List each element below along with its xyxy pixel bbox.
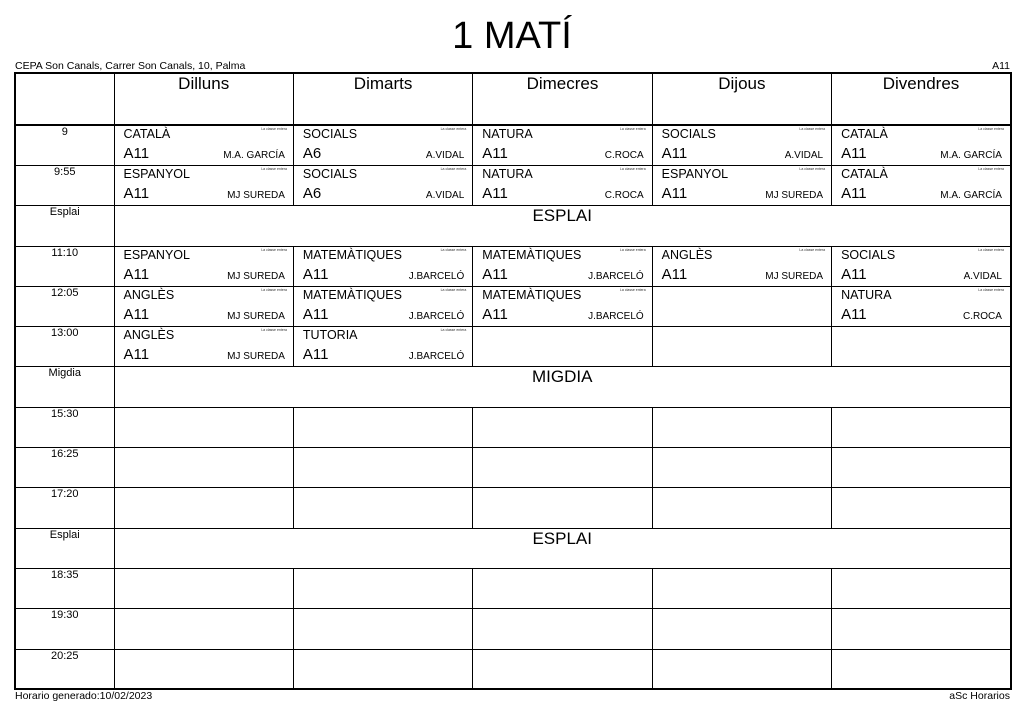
empty-cell: [652, 448, 831, 488]
lesson-cell: [652, 166, 831, 206]
time-label: Esplai: [15, 206, 114, 246]
software-credit: aSc Horarios: [949, 690, 1010, 702]
day-header: Dimarts: [293, 73, 472, 125]
room-code: A11: [123, 145, 150, 162]
teacher-name: J.BARCELÓ: [588, 270, 644, 282]
group-note: La classe entera: [619, 247, 646, 252]
teacher-name: MJ SUREDA: [227, 351, 285, 363]
time-label: 20:25: [15, 649, 114, 689]
subject-name: SOCIALS: [841, 247, 896, 262]
empty-cell: [832, 609, 1011, 649]
room-code: A11: [841, 185, 867, 202]
room-code: A11: [661, 265, 688, 283]
teacher-name: M.A. GARCÍA: [940, 190, 1002, 201]
time-slot-row: [15, 206, 1011, 246]
room-code: A11: [302, 305, 329, 323]
time-label: 11:10: [15, 246, 114, 286]
empty-cell: [293, 568, 472, 608]
lesson-cell: [293, 286, 472, 326]
room-code: A11: [123, 346, 150, 364]
group-note: La classe entera: [619, 287, 646, 292]
lesson-cell: [114, 286, 293, 326]
group-note: La classe entera: [440, 287, 467, 292]
group-note: La classe entera: [261, 167, 287, 171]
timetable-grid: [14, 72, 1012, 690]
group-note: La classe entera: [978, 287, 1004, 292]
time-slot-row: [15, 286, 1011, 326]
time-label: Migdia: [15, 367, 114, 407]
break-band: ESPLAI: [114, 528, 1011, 568]
time-label: 16:25: [15, 448, 114, 488]
empty-cell: [652, 649, 831, 689]
empty-cell: [473, 448, 652, 488]
teacher-name: J.BARCELÓ: [588, 310, 644, 322]
empty-cell: [473, 649, 652, 689]
subject-name: ANGLÈS: [123, 287, 175, 302]
empty-cell: [832, 407, 1011, 447]
time-label: 12:05: [15, 286, 114, 326]
teacher-name: MJ SUREDA: [227, 270, 285, 282]
group-note: La classe entera: [619, 127, 646, 131]
room-code: A11: [841, 305, 867, 323]
lesson-cell: [473, 286, 652, 326]
room-code: A11: [841, 145, 867, 162]
teacher-name: MJ SUREDA: [227, 190, 285, 201]
room-code: A11: [482, 265, 508, 283]
day-header-row: [15, 73, 1011, 125]
room-code: A11: [661, 185, 688, 202]
time-slot-row: [15, 367, 1011, 407]
subject-name: CATALÀ: [123, 127, 171, 141]
lesson-cell: [832, 125, 1011, 166]
group-note: La classe entera: [978, 167, 1004, 171]
empty-cell: [473, 609, 652, 649]
room-code: A11: [302, 346, 329, 364]
empty-cell: [114, 448, 293, 488]
empty-cell: [114, 568, 293, 608]
break-band: MIGDIA: [114, 367, 1011, 407]
subject-name: MATEMÀTIQUES: [482, 287, 582, 302]
break-band: ESPLAI: [114, 206, 1011, 246]
empty-cell: [832, 649, 1011, 689]
time-slot-row: [15, 448, 1011, 488]
empty-cell: [652, 407, 831, 447]
time-label: 9:55: [15, 166, 114, 206]
timetable-title: 1 MATÍ: [452, 15, 572, 57]
empty-cell: [473, 327, 652, 367]
teacher-name: A.VIDAL: [425, 150, 465, 161]
group-note: La classe entera: [440, 328, 467, 333]
corner-cell: [15, 73, 114, 125]
time-slot-row: [15, 649, 1011, 689]
lesson-cell: [473, 166, 652, 206]
subject-name: CATALÀ: [841, 167, 888, 181]
empty-cell: [473, 568, 652, 608]
empty-cell: [114, 407, 293, 447]
empty-cell: [473, 488, 652, 528]
lesson-cell: [473, 246, 652, 286]
group-note: La classe entera: [799, 247, 826, 252]
teacher-name: M.A. GARCÍA: [223, 150, 285, 161]
time-label: 13:00: [15, 327, 114, 367]
lesson-cell: [114, 246, 293, 286]
teacher-name: MJ SUREDA: [227, 310, 285, 322]
teacher-name: A.VIDAL: [963, 270, 1002, 282]
subject-name: ANGLÈS: [661, 247, 713, 262]
empty-cell: [832, 568, 1011, 608]
time-slot-row: [15, 407, 1011, 447]
teacher-name: C.ROCA: [963, 310, 1002, 322]
time-slot-row: [15, 609, 1011, 649]
time-slot-row: [15, 488, 1011, 528]
empty-cell: [114, 488, 293, 528]
lesson-cell: [114, 166, 293, 206]
teacher-name: MJ SUREDA: [765, 190, 824, 201]
time-label: 9: [15, 125, 114, 166]
subject-name: ANGLÈS: [123, 328, 175, 343]
teacher-name: C.ROCA: [604, 190, 644, 201]
day-header: Dimecres: [473, 73, 652, 125]
group-note: La classe entera: [799, 127, 826, 131]
room-code: A11: [123, 185, 150, 202]
empty-cell: [293, 649, 472, 689]
empty-cell: [652, 488, 831, 528]
empty-cell: [652, 609, 831, 649]
empty-cell: [832, 488, 1011, 528]
group-note: La classe entera: [440, 127, 467, 131]
time-slot-row: [15, 166, 1011, 206]
subject-name: ESPANYOL: [123, 167, 190, 181]
lesson-cell: [293, 246, 472, 286]
subject-name: TUTORIA: [302, 328, 358, 343]
time-slot-row: [15, 528, 1011, 568]
day-header: Dijous: [652, 73, 831, 125]
subject-name: NATURA: [482, 127, 533, 141]
time-slot-row: [15, 246, 1011, 286]
time-slot-row: [15, 568, 1011, 608]
subject-name: SOCIALS: [302, 127, 358, 141]
room-code: A11: [661, 145, 688, 162]
generated-date: Horario generado:10/02/2023: [15, 690, 153, 702]
lesson-cell: [114, 327, 293, 367]
day-header: Dilluns: [114, 73, 293, 125]
group-note: La classe entera: [799, 167, 826, 171]
group-note: La classe entera: [978, 127, 1004, 131]
subject-name: ESPANYOL: [661, 167, 729, 181]
lesson-cell: [293, 166, 472, 206]
group-note: La classe entera: [261, 328, 287, 333]
empty-cell: [832, 448, 1011, 488]
room-code: A11: [123, 305, 150, 323]
room-code: A6: [302, 145, 322, 162]
room-code: A11: [482, 185, 508, 202]
time-label: 18:35: [15, 568, 114, 608]
subject-name: SOCIALS: [302, 167, 358, 181]
lesson-cell: [652, 246, 831, 286]
subject-name: NATURA: [482, 167, 533, 181]
teacher-name: MJ SUREDA: [765, 270, 824, 282]
group-note: La classe entera: [978, 247, 1004, 252]
teacher-name: C.ROCA: [604, 150, 644, 161]
empty-cell: [652, 327, 831, 367]
group-note: La classe entera: [440, 167, 467, 171]
empty-cell: [652, 286, 831, 326]
teacher-name: J.BARCELÓ: [408, 270, 465, 282]
group-note: La classe entera: [261, 247, 287, 252]
lesson-cell: [293, 327, 472, 367]
school-address: CEPA Son Canals, Carrer Son Canals, 10, Palma: [15, 60, 246, 72]
time-label: 19:30: [15, 609, 114, 649]
lesson-cell: [473, 125, 652, 166]
empty-cell: [473, 407, 652, 447]
room-code: A11: [302, 265, 329, 283]
lesson-cell: [293, 125, 472, 166]
lesson-cell: [114, 125, 293, 166]
subject-name: MATEMÀTIQUES: [482, 247, 582, 262]
room-code: A11: [841, 265, 867, 283]
day-header: Divendres: [832, 73, 1011, 125]
group-note: La classe entera: [440, 247, 467, 252]
subject-name: NATURA: [841, 287, 892, 302]
subject-name: MATEMÀTIQUES: [302, 247, 402, 262]
lesson-cell: [832, 246, 1011, 286]
room-code: A11: [482, 145, 508, 162]
teacher-name: J.BARCELÓ: [408, 351, 465, 363]
teacher-name: M.A. GARCÍA: [940, 150, 1002, 161]
empty-cell: [293, 407, 472, 447]
group-note: La classe entera: [261, 127, 287, 131]
group-code: A11: [992, 60, 1010, 72]
subject-name: ESPANYOL: [123, 247, 190, 262]
time-label: Esplai: [15, 528, 114, 568]
empty-cell: [293, 488, 472, 528]
empty-cell: [832, 327, 1011, 367]
group-note: La classe entera: [261, 287, 287, 292]
empty-cell: [652, 568, 831, 608]
empty-cell: [114, 649, 293, 689]
time-slot-row: [15, 125, 1011, 166]
time-label: 17:20: [15, 488, 114, 528]
subject-name: CATALÀ: [841, 127, 888, 141]
room-code: A11: [123, 265, 150, 283]
time-slot-row: [15, 327, 1011, 367]
lesson-cell: [652, 125, 831, 166]
group-note: La classe entera: [619, 167, 646, 171]
empty-cell: [293, 448, 472, 488]
subject-name: SOCIALS: [661, 127, 716, 141]
teacher-name: A.VIDAL: [425, 190, 465, 201]
lesson-cell: [832, 286, 1011, 326]
empty-cell: [293, 609, 472, 649]
room-code: A11: [482, 305, 508, 323]
room-code: A6: [302, 185, 322, 202]
teacher-name: A.VIDAL: [784, 150, 824, 161]
empty-cell: [114, 609, 293, 649]
subject-name: MATEMÀTIQUES: [302, 287, 402, 302]
lesson-cell: [832, 166, 1011, 206]
teacher-name: J.BARCELÓ: [408, 310, 465, 322]
time-label: 15:30: [15, 407, 114, 447]
